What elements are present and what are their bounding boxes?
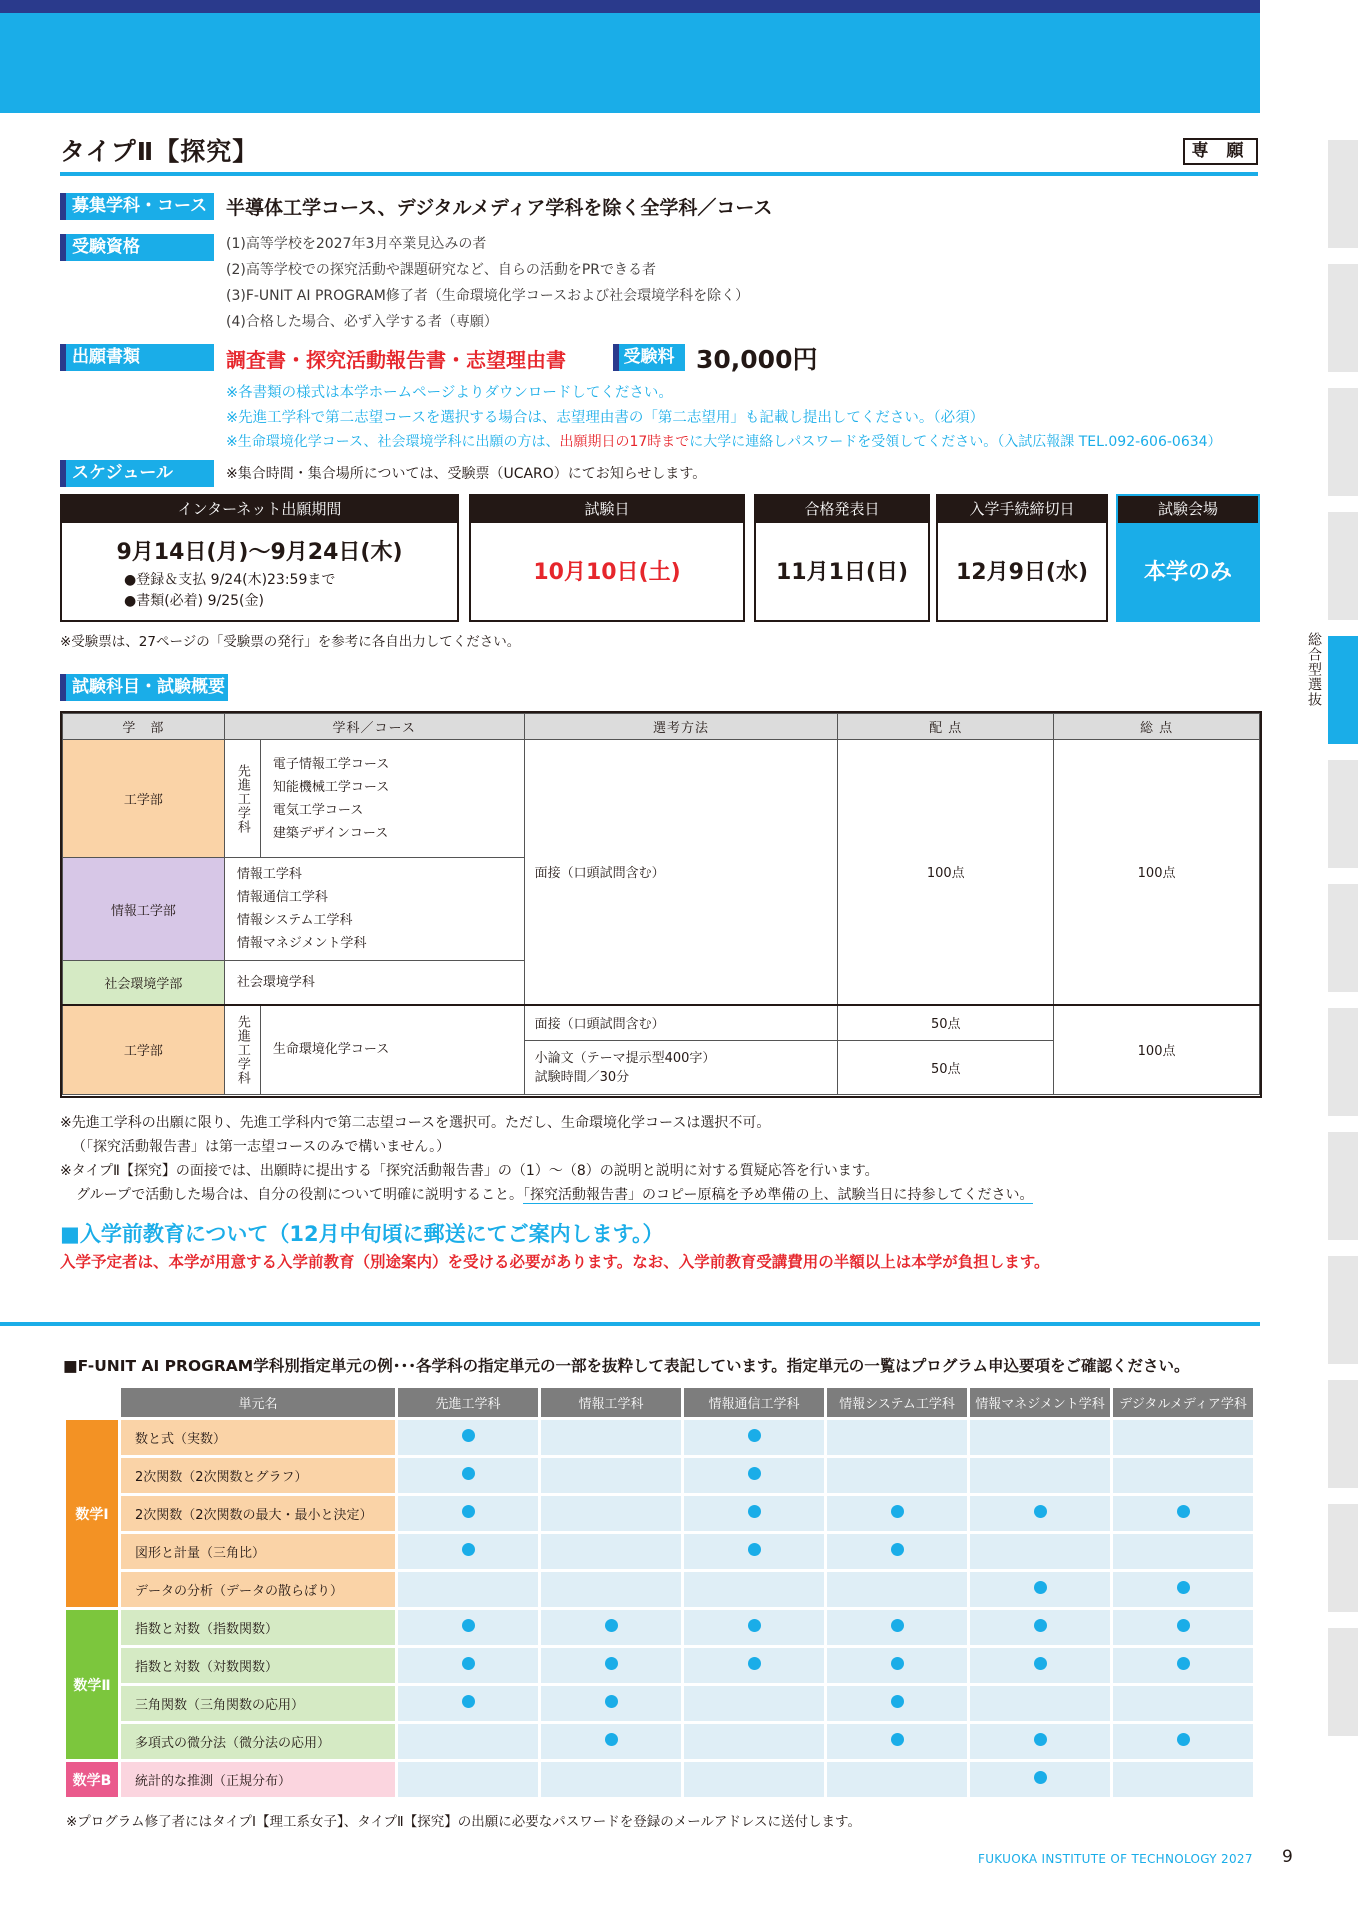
faculty-social-environment: 社会環境学部: [63, 961, 225, 1005]
exam-header: 学 部: [63, 714, 225, 740]
venue-value: 本学のみ: [1143, 560, 1232, 585]
dept-advanced-engineering: 先進工学科: [224, 1005, 260, 1095]
funit-cell: [827, 1534, 967, 1569]
designated-dot-icon: [891, 1733, 904, 1746]
index-tab-active[interactable]: [1328, 636, 1358, 744]
funit-cell: [1113, 1458, 1253, 1493]
designated-dot-icon: [891, 1543, 904, 1556]
designated-dot-icon: [1034, 1581, 1047, 1594]
funit-cell: [398, 1458, 538, 1493]
index-tab[interactable]: [1328, 760, 1358, 868]
application-docs: 調査書・探究活動報告書・志望理由書: [226, 348, 566, 372]
faculty-engineering: 工学部: [63, 1005, 225, 1095]
exam-date-box: [469, 494, 745, 622]
funit-cell: [541, 1724, 681, 1759]
preentry-body: 入学予定者は、本学が用意する入学前教育（別途案内）を受ける必要があります。なお、入学前教育受講費用の半額以上は本学が負担します。: [60, 1253, 1050, 1271]
footnote: ※タイプⅡ【探究】の面接では、出願時に提出する「探究活動報告書」の（1）～（8）の説明と説明に対する質疑応答を行います。: [60, 1163, 879, 1179]
funit-cell: [684, 1762, 824, 1797]
funit-cell: [1113, 1534, 1253, 1569]
designated-dot-icon: [1177, 1733, 1190, 1746]
funit-subject: 数学Ⅱ: [66, 1610, 118, 1759]
designated-dot-icon: [605, 1695, 618, 1708]
internet-sub-docs: ●書類(必着) 9/25(金): [124, 593, 264, 609]
funit-cell: [684, 1496, 824, 1531]
designated-dot-icon: [462, 1695, 475, 1708]
funit-unit-name: 多項式の微分法（微分法の応用）: [121, 1724, 395, 1759]
funit-cell: [684, 1686, 824, 1721]
funit-table: [63, 1385, 1256, 1800]
funit-cell: [684, 1534, 824, 1569]
exam-date-value: 10月10日(土): [533, 560, 681, 585]
funit-heading: ■F-UNIT AI PROGRAM学科別指定単元の例･･･各学科の指定単元の一部を抜粋して表記しています。指定単元の一覧はプログラム申込要項をご確認ください。: [63, 1357, 1190, 1375]
title-underline: [60, 172, 1258, 176]
course-list: 電子情報工学コース 知能機械工学コース 電気工学コース 建築デザインコース: [260, 740, 524, 858]
funit-cell: [970, 1572, 1110, 1607]
footnote: グループで活動した場合は、自分の役割について明確に説明すること。「探究活動報告書」のコピー原稿を予め準備の上、試験当日に持参してください。: [76, 1187, 1034, 1203]
funit-cell: [398, 1420, 538, 1455]
funit-col-dept: 情報工学科: [541, 1388, 681, 1417]
funit-row: [66, 1572, 1253, 1607]
funit-unit-name: 指数と対数（指数関数）: [121, 1610, 395, 1645]
top-banner: [0, 13, 1260, 113]
index-tab[interactable]: [1328, 1628, 1358, 1736]
funit-cell: [970, 1496, 1110, 1531]
funit-cell: [970, 1534, 1110, 1569]
designated-dot-icon: [462, 1657, 475, 1670]
funit-unit-name: データの分析（データの散らばり）: [121, 1572, 395, 1607]
funit-cell: [827, 1648, 967, 1683]
exam-header: 選考方法: [524, 714, 838, 740]
internet-period-value: 9月14日(月)～9月24日(木): [116, 540, 403, 565]
funit-cell: [541, 1458, 681, 1493]
dept-advanced-engineering: 先進工学科: [224, 740, 260, 858]
designated-dot-icon: [1177, 1619, 1190, 1632]
designated-dot-icon: [1034, 1505, 1047, 1518]
index-tab[interactable]: [1328, 140, 1358, 248]
footnote: （「探究活動報告書」は第一志望コースのみで構いません。）: [72, 1139, 451, 1155]
fee-value: 30,000円: [696, 345, 818, 374]
exam-total: 100点: [1054, 1005, 1260, 1095]
preentry-heading: ■入学前教育について（12月中旬頃に郵送にてご案内します。）: [60, 1222, 664, 1246]
internet-sub-payment: ●登録＆支払 9/24(木)23:59まで: [124, 572, 336, 588]
recruit-label: 募集学科・コース: [60, 193, 214, 220]
funit-col-dept: 情報マネジメント学科: [970, 1388, 1110, 1417]
page-number: 9: [1282, 1847, 1293, 1867]
funit-cell: [541, 1648, 681, 1683]
funit-cell: [970, 1762, 1110, 1797]
designated-dot-icon: [462, 1429, 475, 1442]
dept-list: 情報工学科 情報通信工学科 情報システム工学科 情報マネジメント学科: [224, 858, 524, 961]
designated-dot-icon: [748, 1619, 761, 1632]
side-section-label: 総合型選抜: [1306, 632, 1322, 707]
funit-cell: [684, 1420, 824, 1455]
designated-dot-icon: [748, 1657, 761, 1670]
index-tab[interactable]: [1328, 264, 1358, 372]
designated-dot-icon: [1177, 1657, 1190, 1670]
designated-dot-icon: [748, 1543, 761, 1556]
funit-col-dept: 情報システム工学科: [827, 1388, 967, 1417]
faculty-engineering: 工学部: [63, 740, 225, 858]
venue-box: [1116, 494, 1260, 622]
result-date-head: 合格発表日: [756, 496, 928, 523]
funit-cell: [1113, 1420, 1253, 1455]
funit-cell: [398, 1534, 538, 1569]
funit-unit-name: 統計的な推測（正規分布）: [121, 1762, 395, 1797]
designated-dot-icon: [605, 1619, 618, 1632]
funit-cell: [827, 1458, 967, 1493]
designated-dot-icon: [462, 1467, 475, 1480]
exam-date-head: 試験日: [471, 496, 743, 523]
exam-score: 50点: [838, 1041, 1054, 1095]
funit-col-dept: 情報通信工学科: [684, 1388, 824, 1417]
exam-method: 面接（口頭試問含む）: [524, 1005, 838, 1041]
application-label: 出願書類: [60, 344, 214, 371]
funit-cell: [970, 1458, 1110, 1493]
funit-cell: [827, 1610, 967, 1645]
eligibility-item: (4)合格した場合、必ず入学する者（専願）: [226, 314, 498, 330]
exam-total: 100点: [1054, 740, 1260, 1005]
funit-cell: [541, 1686, 681, 1721]
index-tab[interactable]: [1328, 1008, 1358, 1116]
funit-cell: [684, 1572, 824, 1607]
funit-row: [66, 1610, 1253, 1645]
funit-cell: [1113, 1648, 1253, 1683]
funit-row: [66, 1648, 1253, 1683]
designated-dot-icon: [748, 1505, 761, 1518]
funit-cell: [970, 1420, 1110, 1455]
exam-score: 50点: [838, 1005, 1054, 1041]
funit-cell: [827, 1420, 967, 1455]
index-tab[interactable]: [1328, 884, 1358, 992]
footnote: ※先進工学科の出願に限り、先進工学科内で第二志望コースを選択可。ただし、生命環境化学コースは選択不可。: [60, 1115, 771, 1131]
funit-cell: [398, 1648, 538, 1683]
designated-dot-icon: [891, 1619, 904, 1632]
faculty-information: 情報工学部: [63, 858, 225, 961]
eligibility-item: (3)F-UNIT AI PROGRAM修了者（生命環境化学コースおよび社会環境学科を除く）: [226, 288, 750, 304]
internet-period-head: インターネット出願期間: [62, 496, 457, 523]
index-tab[interactable]: [1328, 1256, 1358, 1364]
application-note: ※先進工学科で第二志望コースを選択する場合は、志望理由書の「第二志望用」も記載し提出してください。（必須）: [226, 410, 985, 426]
designated-dot-icon: [1034, 1619, 1047, 1632]
eligibility-item: (2)高等学校での探究活動や課題研究など、自らの活動をPRできる者: [226, 262, 656, 278]
funit-col-dept: 先進工学科: [398, 1388, 538, 1417]
page-title: タイプⅡ【探究】: [60, 137, 259, 166]
funit-cell: [1113, 1724, 1253, 1759]
application-note: ※各書類の様式は本学ホームページよりダウンロードしてください。: [226, 385, 673, 401]
funit-cell: [1113, 1572, 1253, 1607]
funit-cell: [541, 1420, 681, 1455]
schedule-note: ※集合時間・集合場所については、受験票（UCARO）にてお知らせします。: [226, 466, 707, 482]
funit-row: [66, 1534, 1253, 1569]
funit-cell: [1113, 1686, 1253, 1721]
funit-cell: [1113, 1610, 1253, 1645]
designated-dot-icon: [1177, 1581, 1190, 1594]
funit-cell: [684, 1458, 824, 1493]
designated-dot-icon: [605, 1733, 618, 1746]
funit-cell: [684, 1648, 824, 1683]
funit-subject: 数学Ⅰ: [66, 1420, 118, 1607]
funit-unit-name: 2次関数（2次関数とグラフ）: [121, 1458, 395, 1493]
funit-cell: [541, 1572, 681, 1607]
eligibility-item: (1)高等学校を2027年3月卒業見込みの者: [226, 236, 487, 252]
funit-row: [66, 1686, 1253, 1721]
funit-cell: [970, 1610, 1110, 1645]
funit-cell: [398, 1496, 538, 1531]
schedule-label: スケジュール: [60, 460, 214, 487]
result-date-box: [754, 494, 930, 622]
dept-social-environment: 社会環境学科: [224, 961, 524, 1005]
funit-unit-name: 指数と対数（対数関数）: [121, 1648, 395, 1683]
funit-cell: [398, 1686, 538, 1721]
funit-cell: [1113, 1762, 1253, 1797]
deadline-value: 12月9日(水): [955, 560, 1089, 585]
ticket-note: ※受験票は、27ページの「受験票の発行」を参考に各自出力してください。: [60, 634, 521, 650]
designated-dot-icon: [891, 1695, 904, 1708]
funit-cell: [684, 1610, 824, 1645]
funit-cell: [541, 1610, 681, 1645]
designated-dot-icon: [1177, 1505, 1190, 1518]
footer-org: FUKUOKA INSTITUTE OF TECHNOLOGY 2027: [978, 1852, 1253, 1866]
funit-row: [66, 1762, 1253, 1797]
funit-cell: [827, 1724, 967, 1759]
funit-row: [66, 1458, 1253, 1493]
exam-header: 配 点: [838, 714, 1054, 740]
funit-cell: [827, 1572, 967, 1607]
funit-cell: [398, 1610, 538, 1645]
result-date-value: 11月1日(日): [775, 560, 909, 585]
funit-cell: [541, 1496, 681, 1531]
deadline-box: [936, 494, 1108, 622]
designated-dot-icon: [1034, 1771, 1047, 1784]
exam-method-essay: 小論文（テーマ提示型400字） 試験時間／30分: [524, 1041, 838, 1095]
designated-dot-icon: [891, 1505, 904, 1518]
funit-cell: [684, 1724, 824, 1759]
exam-score: 100点: [838, 740, 1054, 1005]
section-divider: [0, 1322, 1260, 1326]
recruit-text: 半導体工学コース、デジタルメディア学科を除く全学科／コース: [226, 197, 773, 219]
funit-unit-name: 図形と計量（三角比）: [121, 1534, 395, 1569]
application-note: ※生命環境化学コース、社会環境学科に出願の方は、出願期日の17時までに大学に連絡しパスワードを受領してください。（入試広報課 TEL.092-606-0634）: [226, 434, 1222, 450]
funit-col-unit: 単元名: [121, 1388, 395, 1417]
designated-dot-icon: [748, 1467, 761, 1480]
funit-col-dept: デジタルメディア学科: [1113, 1388, 1253, 1417]
funit-cell: [827, 1762, 967, 1797]
funit-cell: [827, 1686, 967, 1721]
funit-cell: [398, 1572, 538, 1607]
exclusive-badge: 専 願: [1183, 138, 1258, 165]
index-tab[interactable]: [1328, 512, 1358, 620]
exam-label: 試験科目・試験概要: [60, 674, 228, 701]
funit-cell: [970, 1686, 1110, 1721]
designated-dot-icon: [462, 1543, 475, 1556]
funit-cell: [541, 1534, 681, 1569]
index-tab[interactable]: [1328, 388, 1358, 496]
designated-dot-icon: [462, 1619, 475, 1632]
designated-dot-icon: [891, 1657, 904, 1670]
designated-dot-icon: [748, 1429, 761, 1442]
funit-unit-name: 数と式（実数）: [121, 1420, 395, 1455]
funit-cell: [398, 1724, 538, 1759]
funit-row: [66, 1496, 1253, 1531]
designated-dot-icon: [462, 1505, 475, 1518]
designated-dot-icon: [1034, 1733, 1047, 1746]
course-bio-chemistry: 生命環境化学コース: [260, 1005, 524, 1095]
exam-method: 面接（口頭試問含む）: [524, 740, 838, 1005]
funit-subject: 数学B: [66, 1762, 118, 1797]
venue-head: 試験会場: [1118, 496, 1258, 523]
funit-row: [66, 1724, 1253, 1759]
index-tab[interactable]: [1328, 1380, 1358, 1488]
index-tab[interactable]: [1328, 1132, 1358, 1240]
funit-cell: [1113, 1496, 1253, 1531]
top-bar-dark: [0, 0, 1260, 13]
exam-table: [62, 713, 1260, 1095]
exam-header: 学科／コース: [224, 714, 524, 740]
fee-label: 受験料: [613, 344, 685, 371]
funit-cell: [398, 1762, 538, 1797]
designated-dot-icon: [605, 1657, 618, 1670]
exam-header: 総 点: [1054, 714, 1260, 740]
deadline-head: 入学手続締切日: [938, 496, 1106, 523]
funit-cell: [827, 1496, 967, 1531]
funit-unit-name: 2次関数（2次関数の最大・最小と決定）: [121, 1496, 395, 1531]
funit-cell: [970, 1648, 1110, 1683]
funit-note: ※プログラム修了者にはタイプⅠ【理工系女子】、タイプⅡ【探究】の出願に必要なパスワードを登録のメールアドレスに送付します。: [66, 1814, 861, 1830]
internet-period-box: [60, 494, 459, 622]
funit-unit-name: 三角関数（三角関数の応用）: [121, 1686, 395, 1721]
funit-cell: [541, 1762, 681, 1797]
designated-dot-icon: [1034, 1657, 1047, 1670]
funit-cell: [970, 1724, 1110, 1759]
eligibility-label: 受験資格: [60, 234, 214, 261]
funit-row: [66, 1420, 1253, 1455]
index-tab[interactable]: [1328, 1504, 1358, 1612]
